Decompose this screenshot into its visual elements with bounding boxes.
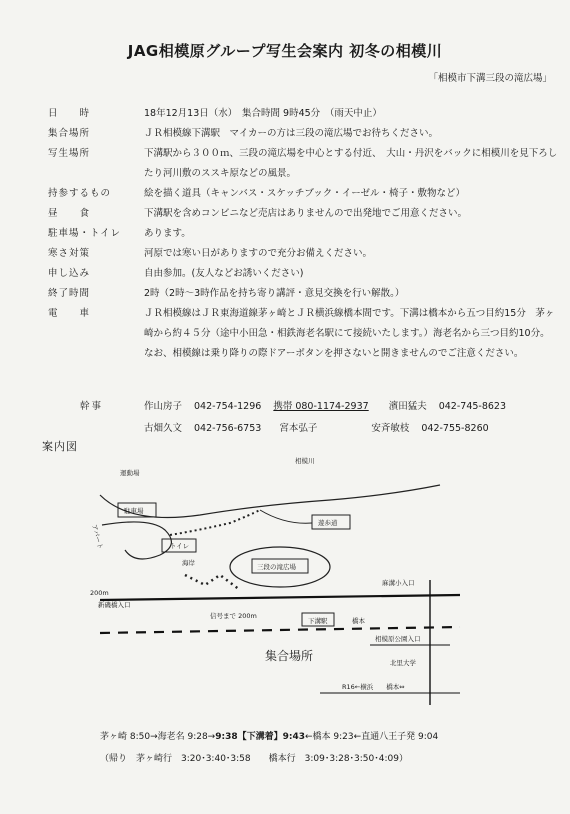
contact-phone: 042-745-8623 (438, 401, 507, 412)
info-label: 電 車 (48, 308, 91, 319)
contact-name: 宮本弘子 (279, 423, 318, 434)
info-table (48, 104, 558, 364)
info-label: 写生場所 (48, 148, 91, 159)
river-bank-line (100, 485, 440, 518)
info-label: 駐車場・トイレ (48, 228, 122, 239)
contacts-row (80, 396, 560, 418)
promenade-line (260, 510, 312, 523)
info-row-meeting-place (48, 124, 558, 144)
schedule-return: （帰り 茅ヶ崎行 3:20･3:40･3:58 橋本行 3:09･3:28･3:50･4:09） (100, 754, 408, 764)
kitasato-label: 北里大学 (390, 659, 416, 667)
location-subtitle: 「相模市下溝三段の滝広場」 (428, 73, 552, 84)
schedule-outbound-pre: 茅ヶ崎 8:50→海老名 9:28→ (100, 732, 216, 742)
guide-map (90, 455, 470, 715)
info-value: あります。 (144, 228, 191, 239)
info-row-sketch-place (48, 144, 558, 184)
toilet-label: トイレ (170, 542, 190, 550)
info-label: 日 時 (48, 108, 91, 119)
info-value: 18年12月13日（水） 集合時間 9時45分 （雨天中止） (144, 108, 382, 119)
info-label: 寒さ対策 (48, 248, 91, 259)
assembly-point-label: 集合場所 (265, 649, 314, 663)
r16-label: R16←横浜 橋本⇔ (342, 683, 405, 691)
plaza-label: 三段の滝広場 (257, 563, 296, 571)
info-value: ＪＲ相模線下溝駅 マイカーの方は三段の滝広場でお待ちください。 (144, 128, 439, 139)
info-value: 自由参加。(友人などお誘いください) (144, 268, 304, 279)
contact-name: 作山房子 (144, 401, 183, 412)
contact-phone: 042-754-1296 (194, 401, 262, 412)
info-value: 絵を描く道具（キャンバス・スケッチブック・イーゼル・椅子・敷物など） (144, 188, 466, 199)
sports-ground-label: 運動場 (120, 469, 140, 477)
info-label: 申し込み (48, 268, 91, 279)
map-heading: 案内図 (42, 440, 78, 453)
info-value: 下溝駅から３００ｍ、三段の滝広場を中心とする付近、 大山・丹沢をバックに相模川を見下ろしたり河川敷のススキ原などの風景。 (144, 148, 558, 179)
elementary-entrance-label: 麻溝小入口 (382, 579, 415, 587)
organizer-contacts (80, 396, 560, 440)
info-value: ＪＲ相模線はＪＲ東海道線茅ヶ崎とＪＲ横浜線橋本間です。下溝は橋本から五つ目約15分 茅ヶ崎から約４５分（途中小田急・相鉄海老名駅にて接続いたします。）海老名から三つ目約10分。なお、相模線は乗り降りの際ドアーボタンを押さないと開きませんのでご注意ください。 (144, 308, 555, 359)
info-row-lunch (48, 204, 558, 224)
info-row-train (48, 304, 558, 364)
info-label: 集合場所 (48, 128, 91, 139)
contact-mobile: 携帯 080-1174-2937 (273, 401, 369, 412)
dotted-trail (185, 575, 240, 590)
schedule-outbound (100, 726, 560, 748)
railway-line (100, 627, 460, 633)
schedule-outbound-arrival: 9:38【下溝着】9:43 (215, 732, 306, 742)
info-row-parking (48, 224, 558, 244)
ahead-200m-label: 200m (90, 589, 109, 597)
sea-beach-label: 海岸 (182, 559, 195, 567)
contact-name: 濱田猛夫 (388, 401, 427, 412)
loop-road (102, 522, 171, 559)
contact-phone: 042-756-6753 (194, 423, 262, 434)
contacts-label-spacer (80, 418, 144, 440)
info-label: 持参するもの (48, 188, 112, 199)
info-label: 昼 食 (48, 208, 91, 219)
info-value: 河原では寒い日がありますので充分お備えください。 (144, 248, 373, 259)
contact-phone: 042-755-8260 (421, 423, 489, 434)
promenade-label: 遊歩道 (318, 519, 338, 527)
page-title: JAG相模原グループ写生会案内 初冬の相模川 (127, 42, 443, 60)
train-schedule (100, 726, 560, 770)
main-road (100, 595, 460, 600)
contacts-row (80, 418, 560, 440)
schedule-outbound-post: ←橋本 9:23←直通八王子発 9:04 (305, 732, 439, 742)
contact-name: 安斉敏枝 (371, 423, 410, 434)
info-row-cold (48, 244, 558, 264)
info-row-items (48, 184, 558, 204)
apartment-label: アパート (90, 523, 105, 551)
info-label: 終了時間 (48, 288, 91, 299)
parking-label: 駐車場 (124, 507, 144, 515)
contacts-label: 幹事 (80, 401, 104, 412)
shinsaki-entrance-label: 新磯橋入口 (98, 601, 131, 609)
info-value: 下溝駅を含めコンビニなど売店はありませんので出発地でご用意ください。 (144, 208, 468, 219)
info-value: 2時（2時～3時作品を持ち寄り講評・意見交換を行い解散。） (144, 288, 405, 299)
info-row-signup (48, 264, 558, 284)
park-entrance-label: 相模原公園入口 (375, 635, 421, 643)
hashimoto-label: 橋本 (352, 617, 365, 625)
dotted-path (170, 510, 260, 535)
river-label: 相模川 (295, 457, 315, 465)
info-row-end-time (48, 284, 558, 304)
signal-distance-label: 信号まで 200m (210, 612, 257, 620)
info-row-date (48, 104, 558, 124)
contact-name: 古畑久文 (144, 423, 183, 434)
station-label: 下溝駅 (308, 617, 328, 625)
